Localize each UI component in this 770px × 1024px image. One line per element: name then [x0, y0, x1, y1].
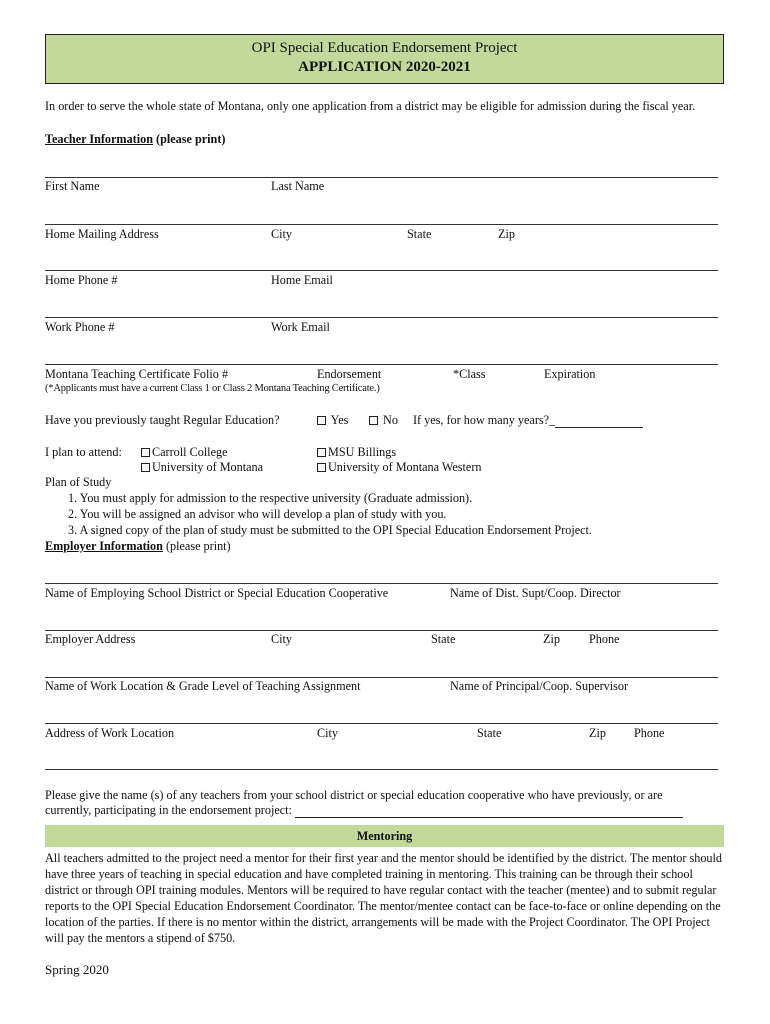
- endorsement-label: Endorsement: [317, 367, 382, 381]
- supt-name-label: Name of Dist. Supt/Coop. Director: [450, 586, 621, 600]
- regular-ed-yes[interactable]: [317, 413, 348, 428]
- carroll-checkbox[interactable]: [141, 448, 150, 457]
- umw-checkbox[interactable]: [317, 463, 326, 472]
- previous-teachers-line2: [45, 803, 683, 818]
- teacher-section-heading: [45, 132, 225, 147]
- work-location-line[interactable]: [45, 677, 718, 678]
- blank-line[interactable]: [45, 769, 718, 770]
- employer-heading-note: (please print): [165, 539, 231, 553]
- work-phone-label-2: Phone: [634, 726, 665, 740]
- umw-label: University of Montana Western: [328, 460, 482, 474]
- attend-label: I plan to attend:: [45, 445, 122, 459]
- state-label: State: [407, 227, 432, 241]
- city-label: City: [271, 227, 292, 241]
- employer-heading-label: Employer Information: [45, 539, 163, 553]
- yes-checkbox[interactable]: [317, 416, 326, 425]
- previous-teachers-line1: Please give the name (s) of any teachers from your school district or special education cooperative who have previously, or are: [45, 788, 663, 802]
- mentoring-body: All teachers admitted to the project need a mentor for their first year and the mentor should be identified by the district. The mentor should have three years of teaching in special education and have completed training in mentoring. This training can be through their school district or through OPI training modules. Mentors will be required to have regular contact with the teacher (mentee) and to submit regular reports to the OPI Special Education Endorsement Coordinator. The mentor/mentee contact can be face-to-face or online depending on the location of the parties. If there is no mentor within the district, arrangements will be made with the Project Coordinator. The OPI Project will pay the mentors a stipend of $750.: [45, 851, 722, 945]
- first-name-line[interactable]: [45, 177, 718, 178]
- intro-text: In order to serve the whole state of Montana, only one application from a district may be eligible for admission during the fiscal year.: [45, 99, 696, 113]
- employer-section-heading: [45, 539, 231, 554]
- years-prompt-label: If yes, for how many years?_: [413, 413, 556, 427]
- certificate-note: (*Applicants must have a current Class 1 or Class 2 Montana Teaching Certificate.): [45, 383, 380, 394]
- regular-ed-question: Have you previously taught Regular Education?: [45, 413, 280, 427]
- plan-item: 2. You will be assigned an advisor who will develop a plan of study with you.: [68, 507, 447, 521]
- folio-label: Montana Teaching Certificate Folio #: [45, 367, 229, 381]
- zip-label: Zip: [498, 227, 515, 241]
- plan-item: 3. A signed copy of the plan of study must be submitted to the OPI Special Education Endorsement Project.: [68, 523, 592, 537]
- um-checkbox[interactable]: [141, 463, 150, 472]
- work-phone-label: Work Phone #: [45, 320, 115, 334]
- home-address-label: Home Mailing Address: [45, 227, 159, 241]
- regular-ed-no[interactable]: [369, 413, 398, 428]
- mentoring-heading: Mentoring: [45, 825, 724, 847]
- form-title: OPI Special Education Endorsement Project: [251, 40, 518, 56]
- msu-label: MSU Billings: [328, 445, 397, 459]
- home-phone-line[interactable]: [45, 270, 718, 271]
- no-label: No: [383, 413, 398, 427]
- carroll-label: Carroll College: [152, 445, 228, 459]
- form-subtitle: APPLICATION 2020-2021: [298, 59, 471, 75]
- teacher-heading-note: (please print): [156, 132, 226, 146]
- no-checkbox[interactable]: [369, 416, 378, 425]
- work-state-label: State: [477, 726, 502, 740]
- work-city-label: City: [317, 726, 338, 740]
- years-prompt: [413, 413, 643, 428]
- yes-label: Yes: [330, 413, 349, 427]
- employer-address-line[interactable]: [45, 630, 718, 631]
- home-email-label: Home Email: [271, 273, 333, 287]
- footer-date: Spring 2020: [45, 962, 109, 977]
- employer-phone-label: Phone: [589, 632, 620, 646]
- employer-zip-label: Zip: [543, 632, 560, 646]
- attend-option-carroll[interactable]: [141, 445, 227, 460]
- plan-item: 1. You must apply for admission to the respective university (Graduate admission).: [68, 491, 473, 505]
- class-label: *Class: [453, 367, 486, 381]
- plan-list: [68, 490, 592, 538]
- um-label: University of Montana: [152, 460, 264, 474]
- msu-checkbox[interactable]: [317, 448, 326, 457]
- previous-teachers-label: currently, participating in the endorsement project:: [45, 803, 292, 817]
- last-name-label: Last Name: [271, 179, 325, 193]
- home-address-line[interactable]: [45, 224, 718, 225]
- attend-option-umw[interactable]: [317, 460, 481, 475]
- title-banner: [45, 34, 724, 84]
- work-location-label: Name of Work Location & Grade Level of Teaching Assignment: [45, 679, 361, 693]
- employer-city-label: City: [271, 632, 292, 646]
- work-address-line[interactable]: [45, 723, 718, 724]
- years-field[interactable]: [555, 416, 643, 428]
- first-name-label: First Name: [45, 179, 100, 193]
- district-name-label: Name of Employing School District or Special Education Cooperative: [45, 586, 389, 600]
- work-zip-label: Zip: [589, 726, 606, 740]
- attend-option-um[interactable]: [141, 460, 263, 475]
- teacher-heading-label: Teacher Information: [45, 132, 153, 146]
- certificate-line[interactable]: [45, 364, 718, 365]
- plan-heading: Plan of Study: [45, 475, 112, 489]
- district-line[interactable]: [45, 583, 718, 584]
- expiration-label: Expiration: [544, 367, 596, 381]
- employer-state-label: State: [431, 632, 456, 646]
- attend-option-msu[interactable]: [317, 445, 396, 460]
- home-phone-label: Home Phone #: [45, 273, 118, 287]
- principal-label: Name of Principal/Coop. Supervisor: [450, 679, 629, 693]
- previous-teachers-field[interactable]: [295, 806, 683, 818]
- work-phone-line[interactable]: [45, 317, 718, 318]
- employer-address-label: Employer Address: [45, 632, 136, 646]
- work-email-label: Work Email: [271, 320, 330, 334]
- work-address-label: Address of Work Location: [45, 726, 175, 740]
